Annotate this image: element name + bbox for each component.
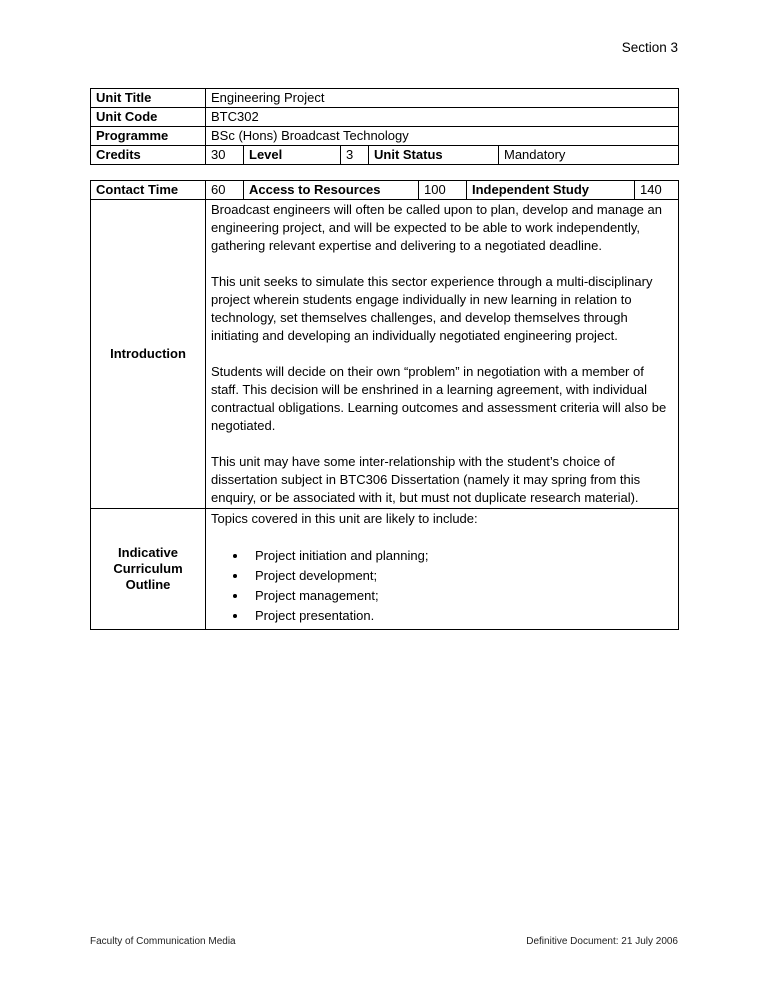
introduction-paragraph: Students will decide on their own “problem” in negotiation with a member of staff. This decision will be enshrined in a learning agreement, with individual contractual obligations. Learning outcomes and assessment criteria will also be negotiated. [211,364,667,433]
unit-code-row [91,108,679,127]
table-gap [90,165,678,180]
unit-title-value: Engineering Project [206,89,679,108]
introduction-label: Introduction [91,200,206,509]
list-item: • Project initiation and planning; [248,546,673,566]
programme-value: BSc (Hons) Broadcast Technology [206,127,679,146]
list-item: • Project presentation. [248,606,673,626]
curriculum-label: Indicative Curriculum Outline [91,509,206,630]
contact-time-value: 60 [206,181,244,200]
contact-time-label: Contact Time [91,181,206,200]
credits-row [91,146,679,165]
independent-study-value: 140 [635,181,679,200]
introduction-paragraph: This unit seeks to simulate this sector experience through a multi-disciplinary project wherein students engage individually in new learning in relation to technology, set themselves challenges, and develop themselves through initiating and developing an individually negotiated engineering project. [211,274,653,343]
footer-document-date: Definitive Document: 21 July 2006 [526,936,678,947]
unit-title-label: Unit Title [91,89,206,108]
introduction-row [91,200,679,509]
introduction-paragraph: Broadcast engineers will often be called upon to plan, develop and manage an engineering project, and will be expected to be able to work independently, gathering relevant expertise and delivering to a negotiated deadline. [211,202,662,253]
unit-status-label: Unit Status [369,146,499,165]
credits-label: Credits [91,146,206,165]
curriculum-text [206,509,679,630]
curriculum-row [91,509,679,630]
unit-code-label: Unit Code [91,108,206,127]
hours-row [91,181,679,200]
access-resources-value: 100 [419,181,467,200]
unit-info-table [90,88,679,165]
introduction-paragraph: This unit may have some inter-relationship with the student’s choice of dissertation subject in BTC306 Dissertation (namely it may spring from this enquiry, or be associated with it, but must not duplicate research material). [211,454,641,505]
footer-faculty: Faculty of Communication Media [90,936,236,947]
introduction-text [206,200,679,509]
curriculum-topic-list [248,546,673,626]
unit-detail-table [90,180,679,630]
list-item: • Project management; [248,586,673,606]
section-label: Section 3 [621,40,678,55]
level-label: Level [244,146,341,165]
access-resources-label: Access to Resources [244,181,419,200]
list-item: • Project development; [248,566,673,586]
programme-row [91,127,679,146]
credits-value: 30 [206,146,244,165]
curriculum-intro: Topics covered in this unit are likely to include: [211,511,478,526]
independent-study-label: Independent Study [467,181,635,200]
unit-code-value: BTC302 [206,108,679,127]
programme-label: Programme [91,127,206,146]
unit-title-row [91,89,679,108]
unit-status-value: Mandatory [499,146,679,165]
level-value: 3 [341,146,369,165]
document-content [90,88,678,630]
